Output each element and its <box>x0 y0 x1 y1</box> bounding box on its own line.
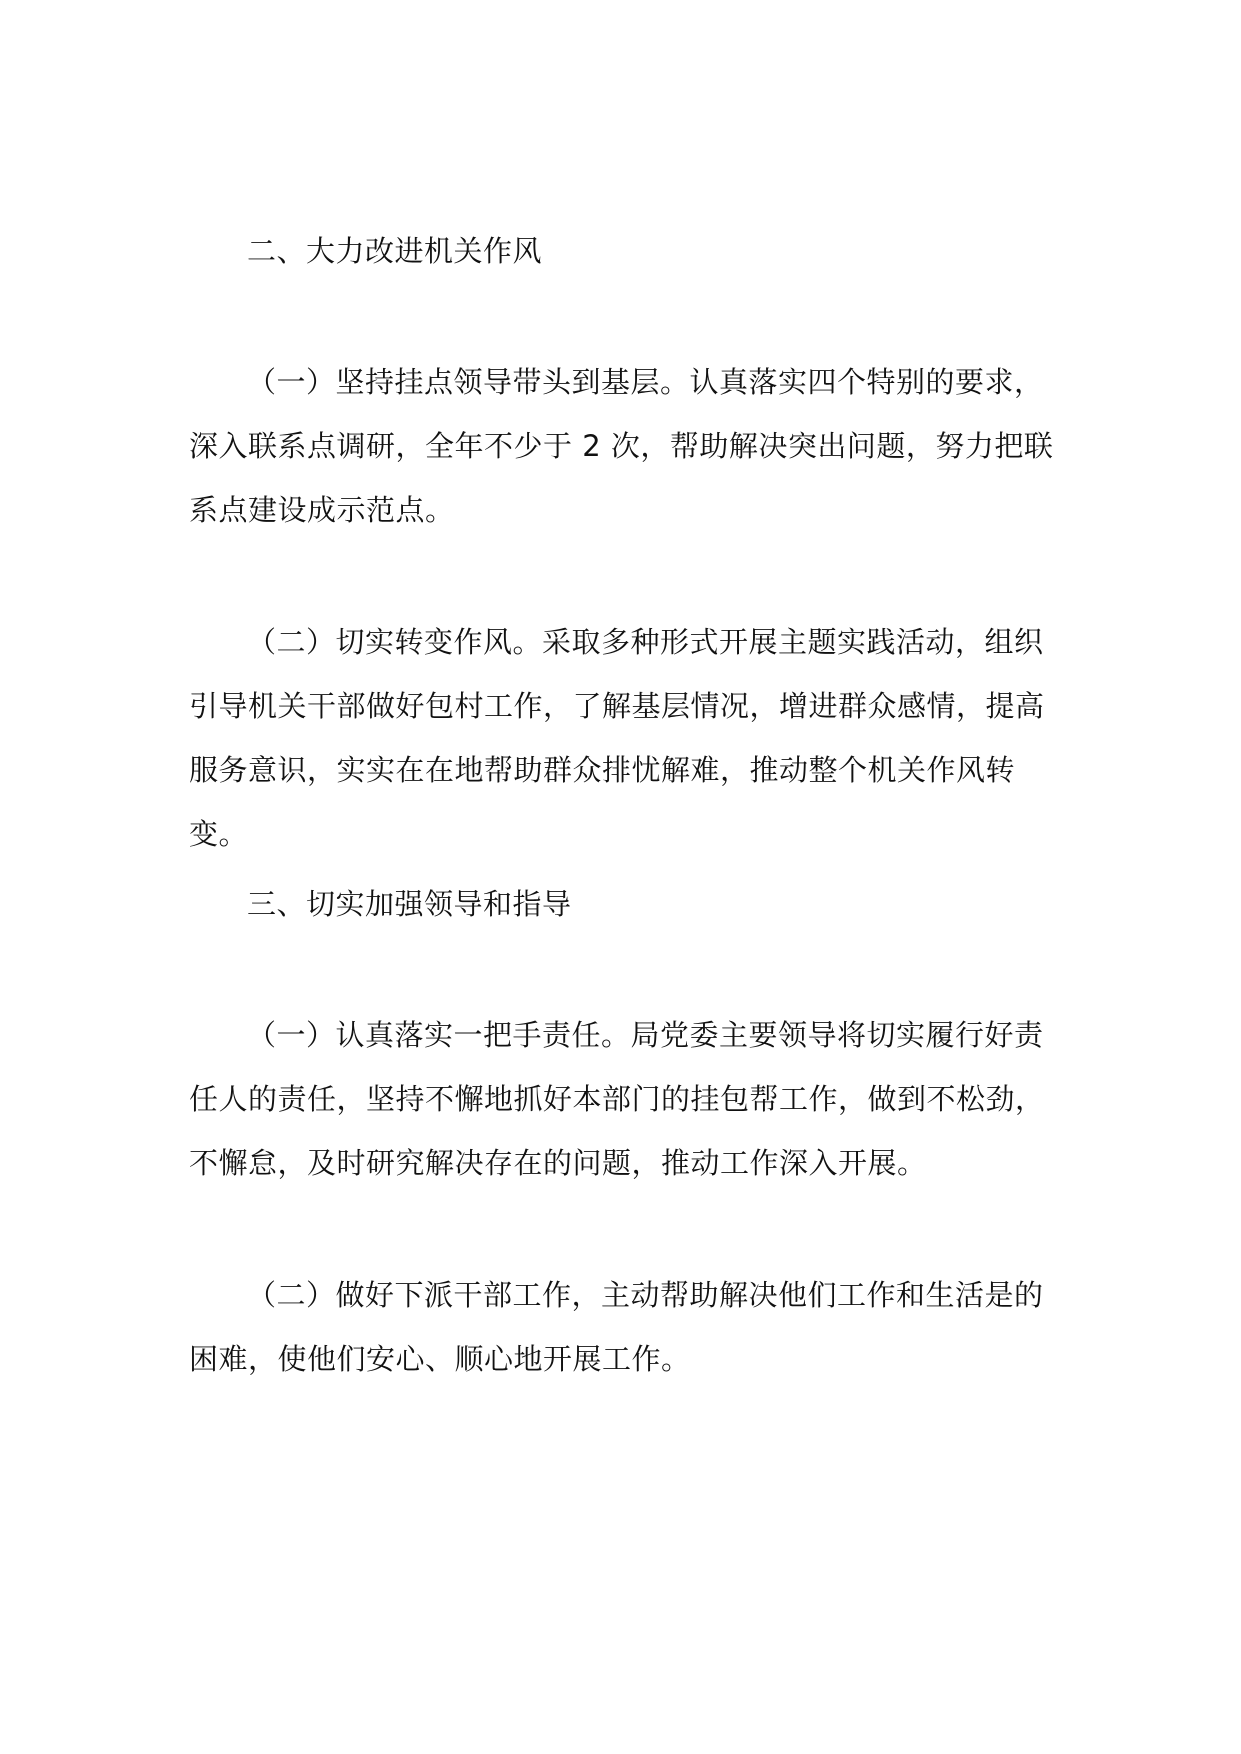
paragraph-2-2: （二）切实转变作风。采取多种形式开展主题实践活动，组织引导机关干部做好包村工作，了解基层情况，增进群众感情，提高服务意识，实实在在地帮助群众排忧解难，推动整个机关作风转变。 <box>189 625 1045 851</box>
paragraph-3-1: （一）认真落实一把手责任。局党委主要领导将切实履行好责任人的责任，坚持不懈地抓好本部门的挂包帮工作，做到不松劲，不懈怠，及时研究解决存在的问题，推动工作深入开展。 <box>189 1018 1045 1180</box>
section-heading-2: 二、大力改进机关作风 <box>247 234 543 268</box>
section-heading-3: 三、切实加强领导和指导 <box>247 887 572 921</box>
paragraph-3-2: （二）做好下派干部工作，主动帮助解决他们工作和生活是的困难，使他们安心、顺心地开展工作。 <box>189 1278 1044 1376</box>
paragraph-2-1: （一）坚持挂点领导带头到基层。认真落实四个特别的要求，深入联系点调研，全年不少于 2 次，帮助解决突出问题，努力把联系点建设成示范点。 <box>189 365 1054 527</box>
